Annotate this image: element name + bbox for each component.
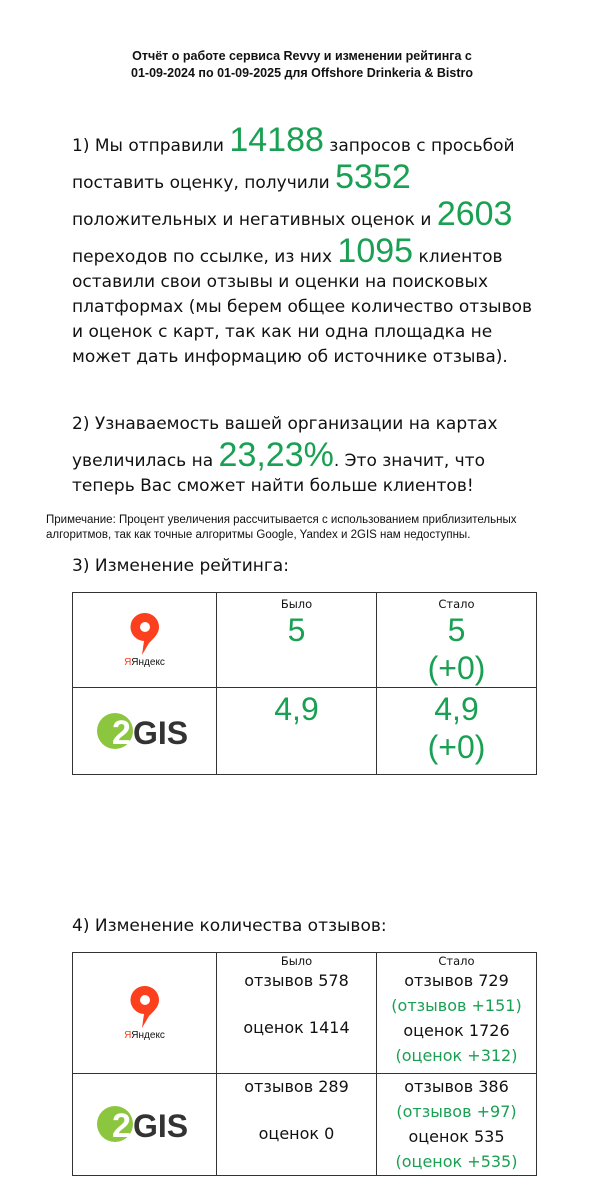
yandex-after: 5 [447,612,466,648]
col-after: Стало [438,597,475,611]
2gis-logo-icon [95,1104,195,1144]
svg-text:2: 2 [111,1107,131,1144]
yandex-label: ЯЯндекс [124,657,165,668]
col-before: Было [280,597,313,611]
requests-sent: 14188 [229,121,324,159]
yandex-before-ratings: оценок 1414 [243,1018,350,1037]
col-after: Стало [438,954,475,968]
table-row [73,953,537,1074]
cell [377,593,537,688]
text: 1) Мы отправили [72,136,230,156]
yandex-after-ratings: оценок 1726 [403,1021,510,1040]
svg-text:GIS: GIS [132,1108,188,1144]
gis-after-ratings: оценок 535 [408,1127,505,1146]
text: 2) Узнаваемость вашей организации на картах увеличилась на [72,414,498,471]
rating-table [72,592,537,775]
cell [217,953,377,1074]
cell [377,953,537,1074]
table-row [73,688,537,775]
yandex-after-reviews: отзывов 729 [404,971,509,990]
table-row [73,1074,537,1176]
ratings-received: 5352 [335,158,411,196]
yandex-pin-icon [128,611,162,657]
cell [217,593,377,688]
text: . Это значит, что теперь Вас сможет найти больше клиентов! [72,451,485,496]
gis-logo [73,1074,217,1176]
gis-reviews-delta: (отзывов +97) [396,1102,517,1121]
2gis-logo-icon [95,711,195,751]
paragraph-requests [72,122,542,370]
gis-ratings-delta: (оценок +535) [395,1152,518,1171]
text: запросов с просьбой поставить оценку, получили [72,136,515,193]
reviews-table [72,952,537,1176]
note: Примечание: Процент увеличения рассчитывается с использованием приблизительных алгоритмов, так как точные алгоритмы Google, Yandex и 2GIS нам недоступны. [46,514,517,541]
text: положительных и негативных оценок и [72,210,437,230]
yandex-before: 5 [287,612,306,648]
cell [217,688,377,775]
cell [377,688,537,775]
gis-after-reviews: отзывов 386 [404,1077,509,1096]
text: клиентов оставили свои отзывы и оценки на поисковых платформах (мы берем общее количество отзывов и оценок с карт, так как ни одна площадка не может дать информацию об источнике отзыва). [72,247,533,367]
rating-heading: 3) Изменение рейтинга: [72,556,289,576]
yandex-ratings-delta: (оценок +312) [395,1046,518,1065]
reviews-heading: 4) Изменение количества отзывов: [72,916,387,936]
yandex-pin-icon [128,984,162,1030]
paragraph-visibility [72,412,542,499]
yandex-reviews-delta: (отзывов +151) [391,996,522,1015]
gis-before-reviews: отзывов 289 [244,1077,349,1096]
yandex-delta: (+0) [427,650,486,686]
gis-after: 4,9 [434,691,479,727]
link-clicks: 2603 [436,195,513,233]
cell [217,1074,377,1176]
svg-text:2: 2 [111,713,131,751]
gis-logo [73,688,217,775]
yandex-logo [73,593,217,688]
gis-before-ratings: оценок 0 [258,1124,335,1143]
visibility-increase: 23,23% [218,436,334,474]
yandex-before-reviews: отзывов 578 [244,971,349,990]
text: переходов по ссылке, из них [72,247,338,267]
yandex-logo [73,953,217,1074]
svg-text:GIS: GIS [132,714,188,751]
title-line-1: Отчёт о работе сервиса Revvy и изменении рейтинга с [132,49,472,63]
gis-delta: (+0) [427,729,486,765]
cell [377,1074,537,1176]
report-title [0,48,604,82]
yandex-label: ЯЯндекс [124,1030,165,1041]
gis-before: 4,9 [274,691,319,727]
table-row [73,593,537,688]
clients-reviewed: 1095 [337,232,414,270]
col-before: Было [280,954,313,968]
title-line-2: 01-09-2024 по 01-09-2025 для Offshore Drinkeria & Bistro [131,66,473,80]
